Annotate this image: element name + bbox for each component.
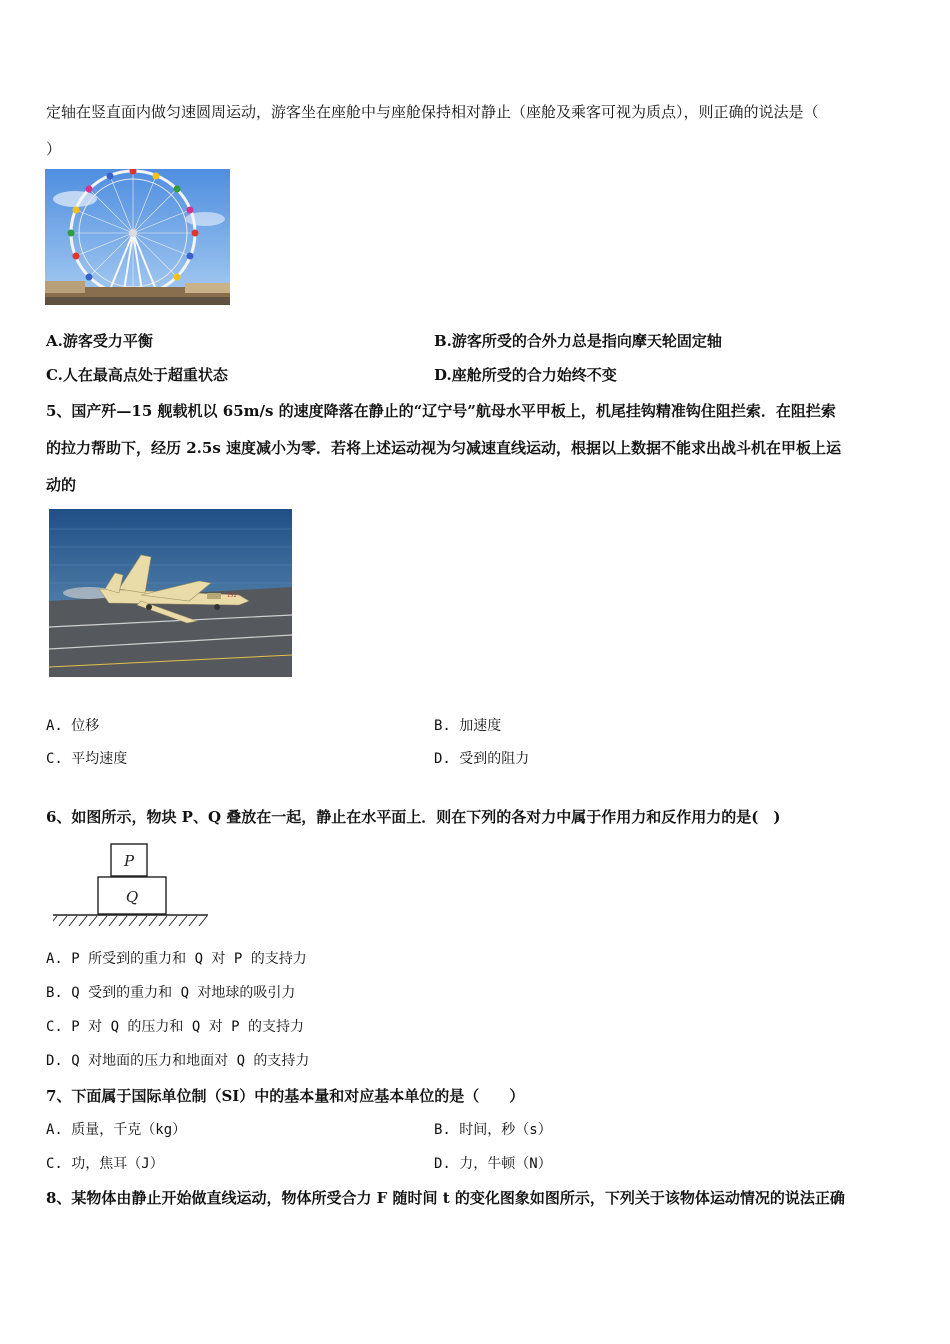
svg-text:152: 152 xyxy=(227,593,237,599)
q6-stem: 6、如图所示，物块 P、Q 叠放在一起，静止在水平面上．则在下列的各对力中属于作用力和反作用力的是( ) xyxy=(46,808,781,826)
q6-option-a: A. P 所受到的重力和 Q 对 P 的支持力 xyxy=(46,951,307,967)
q4-stem-line2: ） xyxy=(46,140,62,158)
q7-stem: 7、下面属于国际单位制（SI）中的基本量和对应基本单位的是（ ） xyxy=(46,1087,525,1105)
q4-stem-line1: 定轴在竖直面内做匀速圆周运动，游客坐在座舱中与座舱保持相对静止（座舱及乘客可视为质点），则正确的说法是（ xyxy=(46,103,819,121)
block-p-label: P xyxy=(123,852,135,870)
q7-option-b: B. 时间，秒（s） xyxy=(434,1122,552,1138)
q6-option-c: C. P 对 Q 的压力和 Q 对 P 的支持力 xyxy=(46,1019,305,1035)
q7-option-c: C. 功，焦耳（J） xyxy=(46,1156,164,1172)
q5-stem-line3: 动的 xyxy=(46,476,77,494)
q4-option-b: B.游客所受的合外力总是指向摩天轮固定轴 xyxy=(434,332,722,350)
q5-option-c: C. 平均速度 xyxy=(46,751,128,767)
q7-option-a: A. 质量，千克（kg） xyxy=(46,1122,187,1138)
q5-stem-line1: 5、国产歼—15 舰载机以 65m/s 的速度降落在静止的“辽宁号”航母水平甲板上，机尾挂钩精准钩住阻拦索．在阻拦索 xyxy=(46,402,836,420)
q5-option-a: A. 位移 xyxy=(46,718,100,734)
q5-option-b: B. 加速度 xyxy=(434,718,502,734)
q4-option-a: A.游客受力平衡 xyxy=(46,332,153,350)
q6-option-d: D. Q 对地面的压力和地面对 Q 的支持力 xyxy=(46,1053,310,1069)
ferris-wheel-photo xyxy=(45,169,230,305)
q4-option-d: D.座舱所受的合力始终不变 xyxy=(434,366,617,384)
q4-option-c: C.人在最高点处于超重状态 xyxy=(46,366,228,384)
block-q-label: Q xyxy=(125,888,139,906)
carrier-jet-photo xyxy=(49,509,292,677)
stacked-blocks-diagram xyxy=(53,840,208,930)
q5-option-d: D. 受到的阻力 xyxy=(434,751,530,767)
q7-option-d: D. 力，牛顿（N） xyxy=(434,1156,552,1172)
q8-stem-line1: 8、某物体由静止开始做直线运动，物体所受合力 F 随时间 t 的变化图象如图所示，下列关于该物体运动情况的说法正确 xyxy=(46,1189,845,1207)
q5-stem-line2: 的拉力帮助下，经历 2.5s 速度减小为零．若将上述运动视为匀减速直线运动，根据以上数据不能求出战斗机在甲板上运 xyxy=(46,439,841,457)
q6-option-b: B. Q 受到的重力和 Q 对地球的吸引力 xyxy=(46,985,296,1001)
